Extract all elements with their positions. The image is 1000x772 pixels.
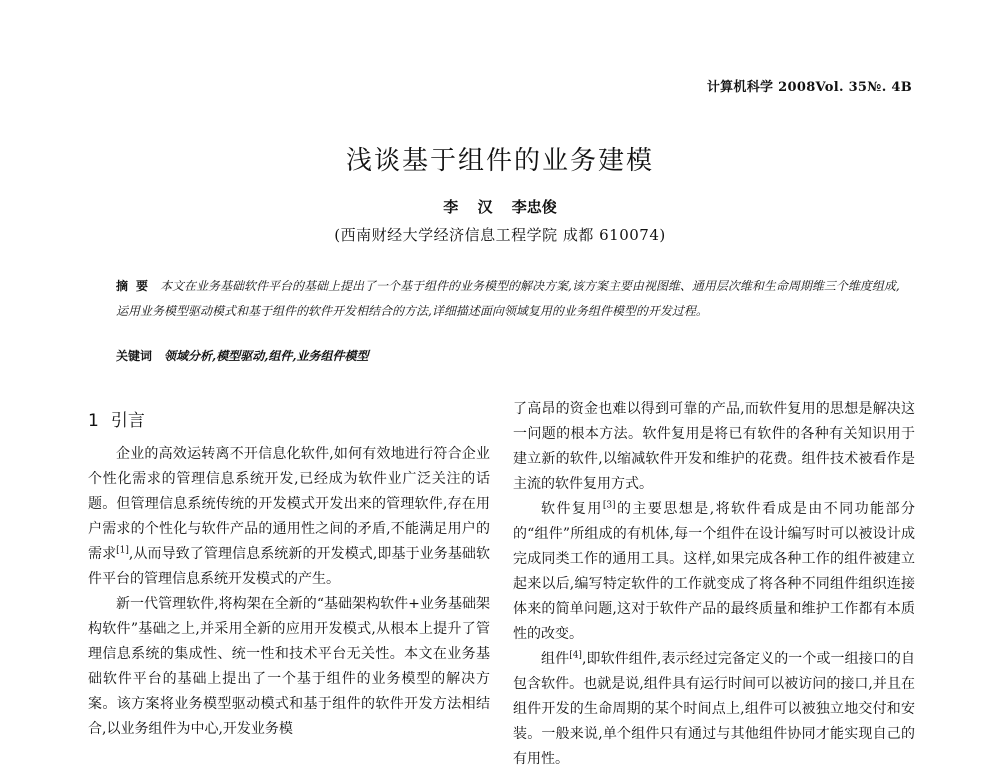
keywords-label: 关键词 — [116, 349, 153, 363]
affiliation: (西南财经大学经济信息工程学院 成都 610074) — [334, 226, 666, 244]
keywords — [116, 346, 906, 366]
keywords-text: 领域分析,模型驱动,组件,业务组件模型 — [164, 349, 369, 363]
paragraph — [513, 497, 915, 647]
section-heading — [88, 409, 490, 433]
citation: [1] — [116, 545, 129, 556]
paragraph: 新一代管理软件,将构架在全新的“基础架构软件+业务基础架构软件”基础之上,并采用全新的应用开发模式,从根本上提升了管理信息系统的集成性、统一性和技术平台无关性。本文在业务基础软件平台的基础上提出了一个基于组件的业务模型的解决方案。该方案将业务模型驱动模式和基于组件的软件开发方法相结合,以业务组件为中心,开发业务模 — [88, 596, 490, 737]
paragraph: 了高昂的资金也难以得到可靠的产品,而软件复用的思想是解决这一问题的根本方法。软件复用是将已有软件的各种有关知识用于建立新的软件,以缩减软件开发和维护的花费。组件技术被看作是主流的软件复用方式。 — [513, 401, 915, 492]
left-column — [88, 400, 490, 742]
abstract-label: 摘要 — [116, 279, 157, 293]
paragraph-text: 软件复用 — [541, 501, 603, 517]
journal-header: 计算机科学 2008Vol. 35№. 4B — [706, 80, 912, 95]
paragraph-text: ,从而导致了管理信息系统新的开发模式,即基于业务基础软件平台的管理信息系统开发模式的产生。 — [88, 546, 490, 587]
paragraph-text: ,即软件组件,表示经过完备定义的一个或一组接口的自包含软件。也就是说,组件具有运行时间可以被访问的接口,并且在组件开发的生命周期的某个时间点上,组件可以被独立地交付和安装。一般来说,单个组件只有通过与其他组件协同才能实现自己的有用性。 — [513, 651, 915, 767]
authors: 李 汉 李忠俊 — [443, 198, 557, 216]
paragraph — [88, 442, 490, 592]
paragraph-text: 企业的高效运转离不开信息化软件,如何有效地进行符合企业个性化需求的管理信息系统开发,已经成为软件业广泛关注的话题。但管理信息系统传统的开发模式开发出来的管理软件,存在用户需求的个性化与软件产品的通用性之间的矛盾,不能满足用户的需求 — [88, 446, 490, 562]
citation: [3] — [602, 500, 616, 511]
abstract-text: 本文在业务基础软件平台的基础上提出了一个基于组件的业务模型的解决方案,该方案主要由视图维、通用层次维和生命周期维三个维度组成,运用业务模型驱动模式和基于组件的软件开发相结合的方法,详细描述面向领域复用的业务组件模型的开发过程。 — [116, 279, 900, 318]
paragraph — [513, 647, 915, 772]
paper-title: 浅谈基于组件的业务建模 — [345, 146, 654, 176]
paragraph-text: 组件 — [541, 651, 570, 667]
right-column — [513, 397, 915, 772]
abstract — [116, 274, 906, 324]
section-number: 1 — [88, 411, 99, 431]
section-title: 引言 — [110, 411, 145, 431]
paragraph-text: 的主要思想是,将软件看成是由不同功能部分的“组件”所组成的有机体,每一个组件在设计编写时可以被设计成完成同类工作的通用工具。这样,如果完成各种工作的组件被建立起来以后,编写特定软件的工作就变成了将各种不同组件组织连接体来的简单问题,这对于软件产品的最终质量和维护工作都有本质性的改变。 — [513, 501, 916, 642]
citation: [4] — [569, 650, 582, 661]
